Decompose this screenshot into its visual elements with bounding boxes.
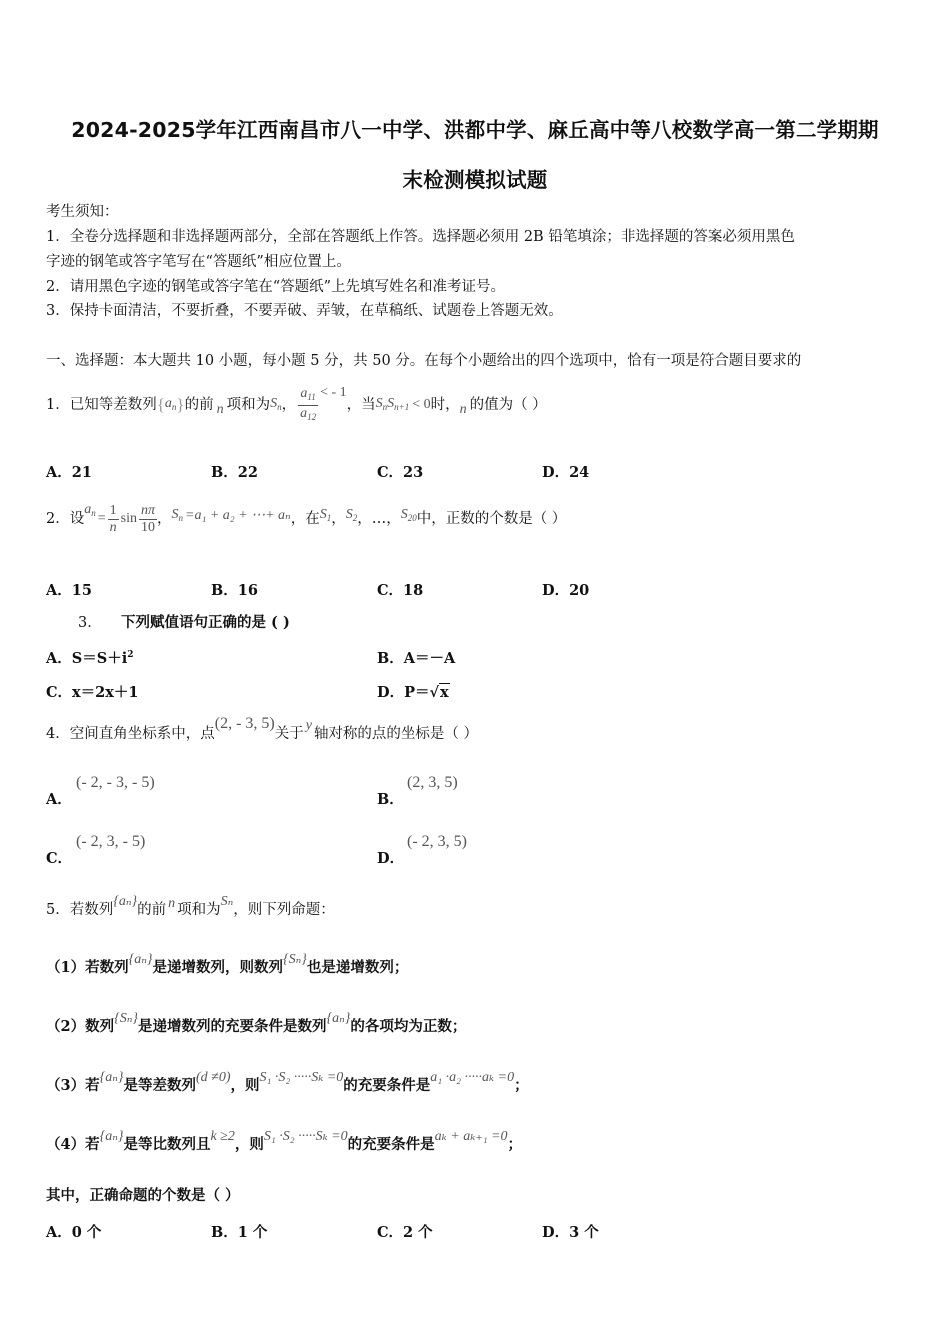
q2-text-1: 2．设 <box>46 511 85 527</box>
q5-p4-prod: S₁ ·S₂ ·····Sₖ =0 <box>263 1129 348 1144</box>
q2-option-b[interactable]: B．16 <box>211 582 258 599</box>
q1-text-3: 项和为 <box>226 397 271 413</box>
exam-title-line1: 2024-2025学年江西南昌市八一中学、洪都中学、麻丘高中等八校数学高一第二学期期 <box>71 118 879 142</box>
q5-n: n <box>168 896 176 911</box>
question-1 <box>46 380 547 430</box>
q4-option-d[interactable]: (- 2, 3, 5) <box>407 833 467 850</box>
q5-text-4: ，则下列命题： <box>233 902 335 918</box>
question-4 <box>46 714 478 754</box>
q3-option-a[interactable]: A．$S=S+i^2$ <box>46 650 134 667</box>
q1-text-6: 的值为（ ） <box>469 397 547 413</box>
q5-p4-sum: aₖ + aₖ₊₁ =0 <box>434 1129 508 1144</box>
notice-item-1a: 1．全卷分选择题和非选择题两部分，全部在答题纸上作答。选择题必须用 2B 铅笔填涂；非选择题的答案必须用黑色 <box>46 229 795 245</box>
q5-p1-seq2: {Sₙ} <box>282 952 307 967</box>
q3-option-c[interactable]: C．x＝2x＋1 <box>46 684 139 701</box>
q3-option-d[interactable]: D．P＝√x <box>377 684 449 701</box>
section-heading: 一、选择题：本大题共 10 小题，每小题 5 分，共 50 分。在每个小题给出的四个选项中，恰有一项是符合题目要求的 <box>46 353 802 369</box>
q5-p2-seq: {Sₙ} <box>114 1011 138 1026</box>
q5-option-c[interactable]: C．2 个 <box>377 1224 433 1241</box>
q2-an: $a_n$ <box>84 501 96 518</box>
q5-p3-cond: (d ≠0) <box>195 1070 231 1085</box>
q1-lt0: < 0 <box>412 397 431 412</box>
q5-p3-prod: S₁ ·S₂ ·····Sₖ =0 <box>259 1070 344 1085</box>
q5-p2-seq2: {aₙ} <box>326 1011 351 1026</box>
q4-text-2: 关于 <box>274 726 304 742</box>
q1-option-c[interactable]: C．23 <box>377 464 424 481</box>
q4-option-a-label[interactable]: A． <box>46 791 72 808</box>
notice-heading: 考生须知： <box>46 204 119 220</box>
q4-text-3: 轴对称的点的坐标是（ ） <box>313 726 479 742</box>
q1-text-4: ，当 <box>346 397 376 413</box>
q5-p4-cond: k ≥2 <box>210 1129 235 1144</box>
q5-proposition-4: （4）若 {aₙ} 是等比数列且 k ≥2 ，则 S₁ ·S₂ ·····Sₖ =0 的充要条件是 aₖ + aₖ₊₁ =0 ； <box>46 1129 523 1153</box>
q2-option-c[interactable]: C．18 <box>377 582 424 599</box>
q2-fraction-2: $\frac{n\pi}{10}$ <box>140 502 155 535</box>
q4-text-1: 4．空间直角坐标系中，点 <box>46 726 215 742</box>
q5-Sn: Sₙ <box>220 894 234 909</box>
q2-fraction-1: $\frac{1}{n}$ <box>109 502 117 535</box>
q1-product: $S_nS_{n+1}$ <box>375 395 410 412</box>
q5-ask: 其中，正确命题的个数是（ ） <box>46 1187 240 1204</box>
q5-p3-seq: {aₙ} <box>99 1070 124 1085</box>
q2-sum: =a₁ + a₂ + ⋯+ aₙ <box>185 508 291 523</box>
q1-n: n <box>216 402 224 417</box>
q2-option-d[interactable]: D．20 <box>542 582 590 599</box>
q2-text-2: ，在 <box>290 511 320 527</box>
q4-option-d-label[interactable]: D． <box>377 850 405 867</box>
q2-S1: $S_1$ <box>319 506 332 523</box>
sqrt-symbol: √x <box>429 684 449 701</box>
q4-option-c-label[interactable]: C． <box>46 850 73 867</box>
q5-proposition-3: （3）若 {aₙ} 是等差数列 (d ≠0) ，则 S₁ ·S₂ ·····Sₖ =0 的充要条件是 a₁ ·a₂ ·····aₖ =0 ； <box>46 1070 529 1094</box>
q3-stem: 下列赋值语句正确的是 ( ) <box>121 614 290 631</box>
q5-seq: {aₙ} <box>113 894 138 909</box>
q1-seq-bracket-close: } <box>176 395 185 414</box>
q5-text-1: 5．若数列 <box>46 902 114 918</box>
q2-S20: $S_{20}$ <box>400 506 417 523</box>
q1-seq: $a_n$ <box>164 395 177 412</box>
q2-option-a[interactable]: A．15 <box>46 582 92 599</box>
q2-dots: ，…， <box>357 511 401 527</box>
q1-seq-bracket-open: { <box>156 395 165 414</box>
q5-proposition-1: （1）若数列 {aₙ} 是递增数列，则数列 {Sₙ} 也是递增数列； <box>46 952 409 976</box>
q1-text-1: 1．已知等差数列 <box>46 397 157 413</box>
q1-option-b[interactable]: B．22 <box>211 464 258 481</box>
q5-option-a[interactable]: A．0 个 <box>46 1224 102 1241</box>
q1-option-a[interactable]: A．21 <box>46 464 92 481</box>
question-5 <box>46 890 335 930</box>
q5-option-d[interactable]: D．3 个 <box>542 1224 599 1241</box>
q4-option-b[interactable]: (2, 3, 5) <box>407 774 458 791</box>
q2-comma: ， <box>157 511 172 527</box>
q1-inequality: < - 1 <box>320 385 347 400</box>
q1-option-d[interactable]: D．24 <box>542 464 590 481</box>
q1-Sn: $S_n$ <box>270 395 282 412</box>
exam-title-line2: 末检测模拟试题 <box>402 168 548 192</box>
q5-p1-seq: {aₙ} <box>128 952 153 967</box>
q3-option-b[interactable]: B．A＝－A <box>377 650 456 667</box>
q2-Sn: $S_n$ <box>171 506 183 523</box>
notice-item-2: 2．请用黑色字迹的钢笔或答字笔在“答题纸”上先填写姓名和准考证号。 <box>46 279 506 295</box>
question-2 <box>46 497 566 541</box>
q4-option-b-label[interactable]: B． <box>377 791 404 808</box>
notice-item-3: 3．保持卡面清洁，不要折叠，不要弄破、弄皱，在草稿纸、试题卷上答题无效。 <box>46 303 563 319</box>
q5-text-3: 项和为 <box>177 902 221 918</box>
q4-point: (2, - 3, 5) <box>214 715 275 732</box>
q2-eq: = <box>97 511 106 526</box>
q5-p3-prod2: a₁ ·a₂ ·····aₖ =0 <box>430 1070 515 1085</box>
q2-sep: ， <box>331 511 346 527</box>
q5-p4-seq: {aₙ} <box>99 1129 124 1144</box>
q1-n2: n <box>459 402 467 417</box>
q5-option-b[interactable]: B．1 个 <box>211 1224 268 1241</box>
q1-text-5: 时， <box>430 397 460 413</box>
q4-option-a[interactable]: (- 2, - 3, - 5) <box>76 774 155 791</box>
q2-text-3: 中，正数的个数是（ ） <box>416 511 567 527</box>
q1-comma: ， <box>281 397 297 413</box>
q5-proposition-2: （2）数列 {Sₙ} 是递增数列的充要条件是数列 {aₙ} 的各项均为正数； <box>46 1011 467 1035</box>
q4-y: y <box>305 718 312 733</box>
q1-text-2: 的前 <box>184 397 214 413</box>
notice-item-1b: 字迹的钢笔或答字笔写在“答题纸”相应位置上。 <box>46 254 351 270</box>
q2-S2: $S_2$ <box>345 506 358 523</box>
q2-sin: sin <box>120 511 137 526</box>
q1-fraction: $\frac{a_{11}}{a_{12}}$ <box>300 385 317 422</box>
q5-text-2: 的前 <box>137 902 167 918</box>
q3-number: 3． <box>78 615 102 631</box>
q4-option-c[interactable]: (- 2, 3, - 5) <box>76 833 146 850</box>
